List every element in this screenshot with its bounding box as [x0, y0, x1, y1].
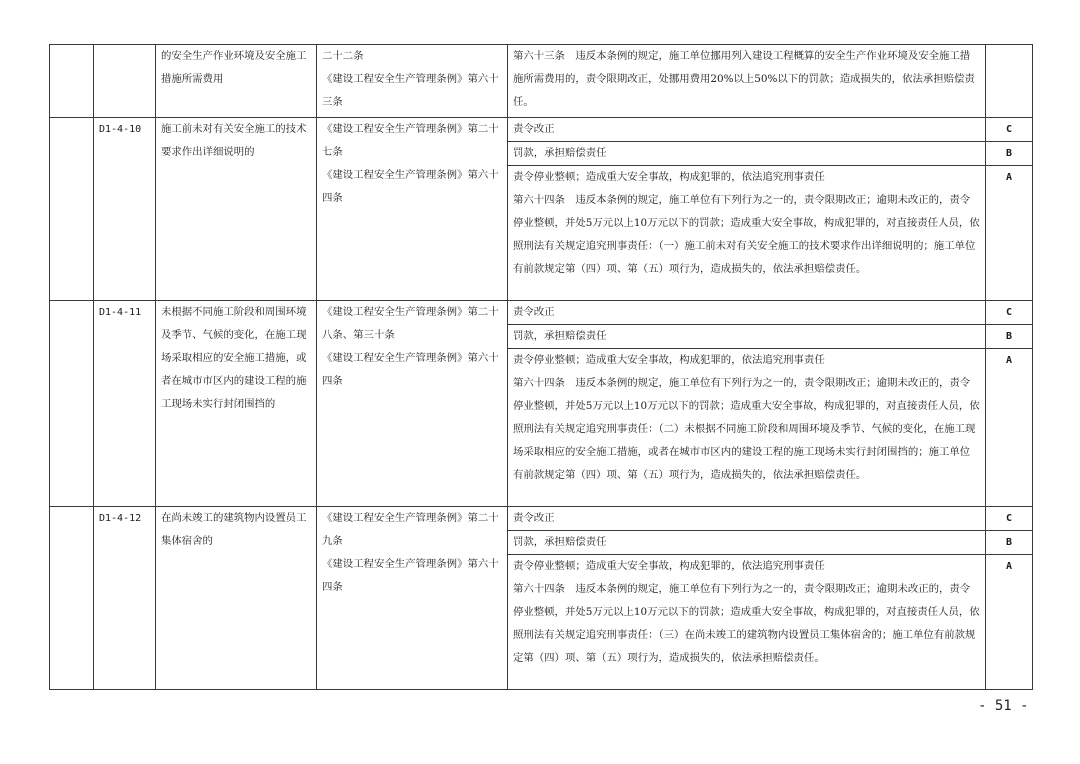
basis-cell — [317, 301, 508, 507]
penalty-cell: 罚款，承担赔偿责任 — [508, 325, 986, 349]
basis-cell — [317, 507, 508, 690]
blank-cell — [50, 118, 94, 301]
code-cell — [94, 45, 156, 118]
table-row — [50, 507, 1033, 531]
behavior-cell: 的安全生产作业环境及安全施工措施所需费用 — [156, 45, 317, 118]
behavior-cell: 在尚未竣工的建筑物内设置员工集体宿舍的 — [156, 507, 317, 690]
penalty-cell: 责令改正 — [508, 301, 986, 325]
behavior-cell: 未根据不同施工阶段和周围环境及季节、气候的变化，在施工现场采取相应的安全施工措施，或者在城市市区内的建设工程的施工现场未实行封闭围挡的 — [156, 301, 317, 507]
level-cell: A — [986, 555, 1033, 690]
level-cell: C — [986, 301, 1033, 325]
table-row — [50, 45, 1033, 118]
page-number: - 51 - — [978, 698, 1029, 714]
table-row — [50, 118, 1033, 142]
code-cell: D1-4-10 — [94, 118, 156, 301]
blank-cell — [50, 301, 94, 507]
level-cell: C — [986, 507, 1033, 531]
level-cell: B — [986, 142, 1033, 166]
penalty-cell — [508, 555, 986, 690]
law-text: 第六十四条 违反本条例的规定，施工单位有下列行为之一的，责令限期改正；逾期未改正的，责令停业整顿，并处5万元以上10万元以下的罚款；造成重大安全事故，构成犯罪的，对直接责任人员，依照刑法有关规定追究刑事责任：（三）在尚未竣工的建筑物内设置员工集体宿舍的；施工单位有前款规定第（四）项、第（五）项行为，造成损失的，依法承担赔偿责任。 — [513, 583, 980, 664]
table-row — [50, 301, 1033, 325]
basis-text: 《建设工程安全生产管理条例》第六十四条 — [322, 558, 499, 593]
basis-text: 《建设工程安全生产管理条例》第二十七条 — [322, 123, 499, 158]
level-cell — [986, 45, 1033, 118]
code-cell: D1-4-12 — [94, 507, 156, 690]
penalty-cell — [508, 166, 986, 301]
penalty-text: 责令停业整顿；造成重大安全事故，构成犯罪的，依法追究刑事责任 — [513, 171, 825, 183]
penalty-cell: 责令改正 — [508, 507, 986, 531]
basis-text: 《建设工程安全生产管理条例》第二十八条、第三十条 — [322, 306, 499, 341]
penalty-cell: 第六十三条 违反本条例的规定，施工单位挪用列入建设工程概算的安全生产作业环境及安全施工措施所需费用的，责令限期改正，处挪用费用20%以上50%以下的罚款；造成损失的，依法承担赔偿责任。 — [508, 45, 986, 118]
basis-text: 《建设工程安全生产管理条例》第二十九条 — [322, 512, 499, 547]
penalty-cell: 罚款，承担赔偿责任 — [508, 142, 986, 166]
law-text: 第六十四条 违反本条例的规定，施工单位有下列行为之一的，责令限期改正；逾期未改正的，责令停业整顿，并处5万元以上10万元以下的罚款；造成重大安全事故，构成犯罪的，对直接责任人员，依照刑法有关规定追究刑事责任：（二）未根据不同施工阶段和周围环境及季节、气候的变化，在施工现场采取相应的安全施工措施，或者在城市市区内的建设工程的施工现场未实行封闭围挡的；施工单位有前款规定第（四）项、第（五）项行为，造成损失的，依法承担赔偿责任。 — [513, 377, 980, 481]
basis-text: 《建设工程安全生产管理条例》第六十四条 — [322, 169, 499, 204]
behavior-cell: 施工前未对有关安全施工的技术要求作出详细说明的 — [156, 118, 317, 301]
level-cell: A — [986, 349, 1033, 507]
level-cell: B — [986, 325, 1033, 349]
basis-text: 《建设工程安全生产管理条例》第六十四条 — [322, 352, 499, 387]
regulation-table — [49, 44, 1033, 690]
penalty-cell: 责令改正 — [508, 118, 986, 142]
law-text: 第六十四条 违反本条例的规定，施工单位有下列行为之一的，责令限期改正；逾期未改正的，责令停业整顿，并处5万元以上10万元以下的罚款；造成重大安全事故，构成犯罪的，对直接责任人员，依照刑法有关规定追究刑事责任：（一）施工前未对有关安全施工的技术要求作出详细说明的；施工单位有前款规定第（四）项、第（五）项行为，造成损失的，依法承担赔偿责任。 — [513, 194, 980, 275]
blank-cell — [50, 507, 94, 690]
basis-cell: 二十二条 《建设工程安全生产管理条例》第六十三条 — [317, 45, 508, 118]
level-cell: B — [986, 531, 1033, 555]
basis-cell — [317, 118, 508, 301]
penalty-text: 责令停业整顿；造成重大安全事故，构成犯罪的，依法追究刑事责任 — [513, 560, 825, 572]
blank-cell — [50, 45, 94, 118]
level-cell: A — [986, 166, 1033, 301]
penalty-text: 责令停业整顿；造成重大安全事故，构成犯罪的，依法追究刑事责任 — [513, 354, 825, 366]
level-cell: C — [986, 118, 1033, 142]
code-cell: D1-4-11 — [94, 301, 156, 507]
penalty-cell: 罚款，承担赔偿责任 — [508, 531, 986, 555]
penalty-cell — [508, 349, 986, 507]
